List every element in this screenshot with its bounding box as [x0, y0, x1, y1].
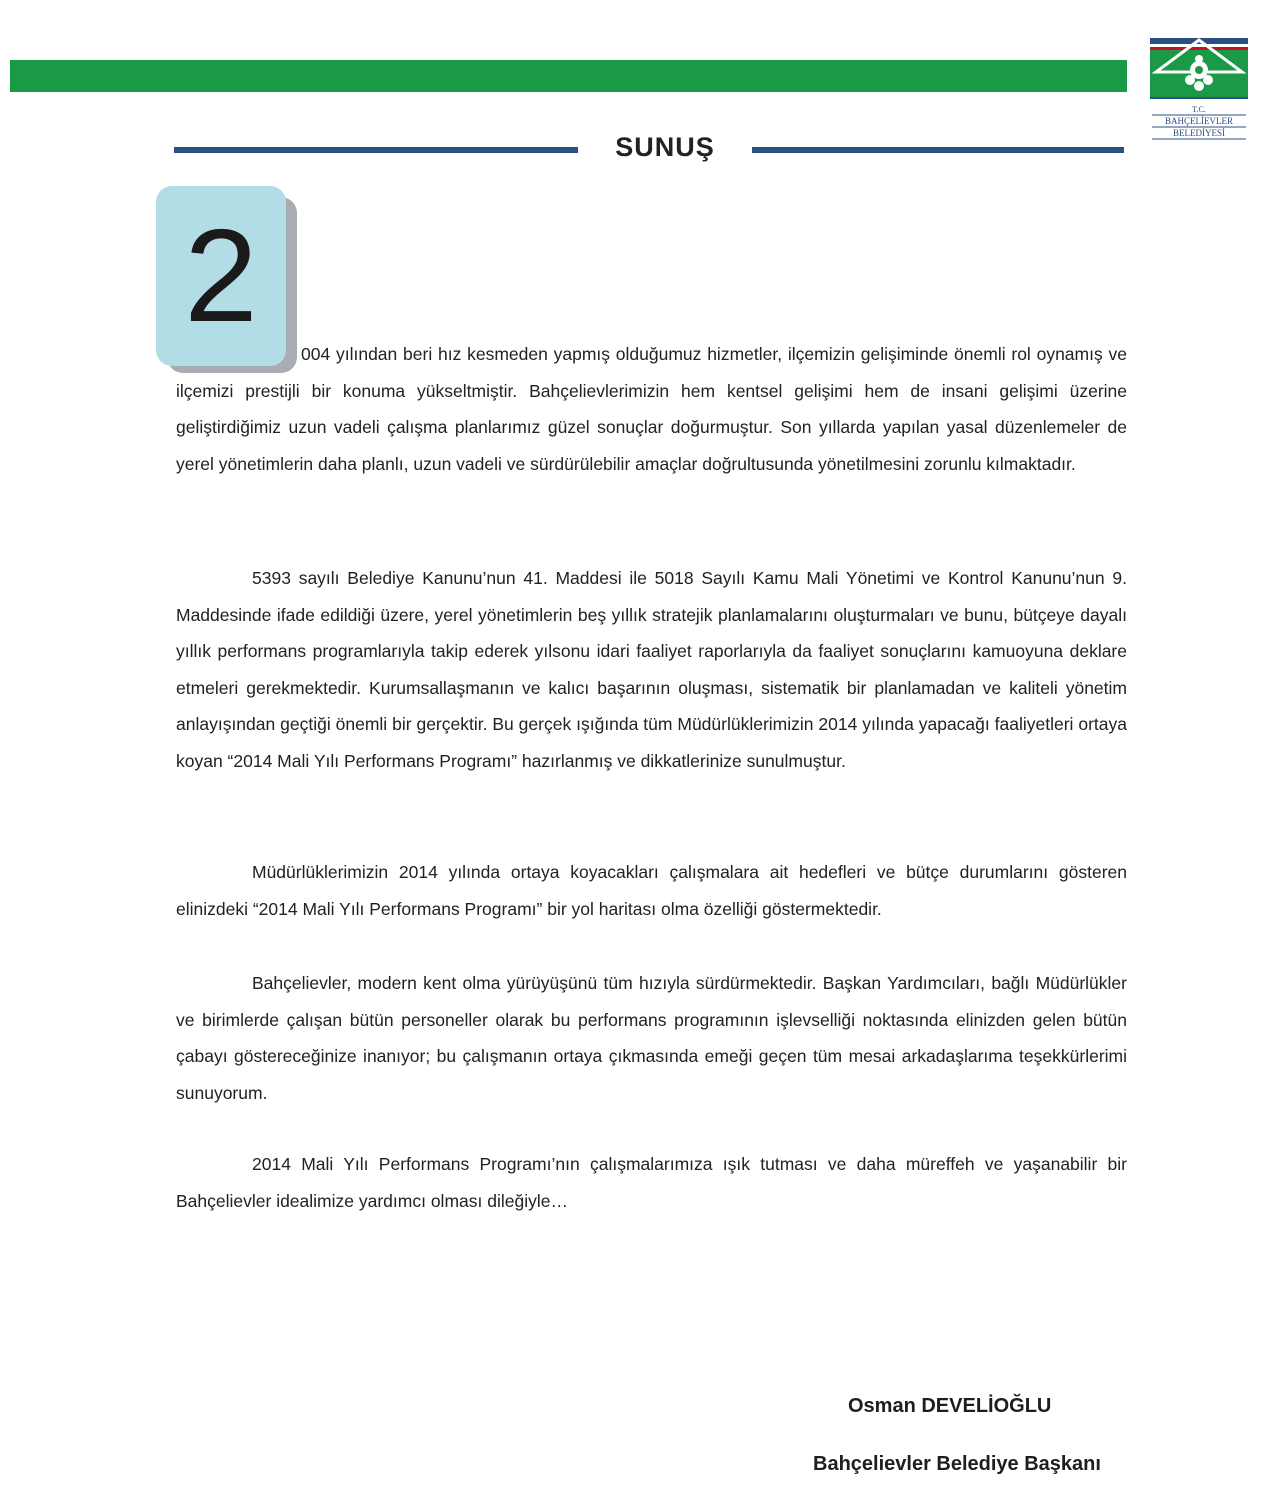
- title-rule-right: [752, 147, 1124, 153]
- paragraph-3: Müdürlüklerimizin 2014 yılında ortaya koyacakları çalışmalara ait hedefleri ve bütçe durumlarını gösteren elinizdeki “2014 Mali Yılı Performans Programı” bir yol haritası olma özelliği göstermektedir.: [176, 862, 1127, 919]
- signatory-title: Bahçelievler Belediye Başkanı: [813, 1453, 1101, 1475]
- logo-text-district: BAHÇELİEVLER: [1165, 116, 1233, 126]
- dropcap-letter: 2: [184, 202, 258, 349]
- paragraph-5: 2014 Mali Yılı Performans Programı’nın çalışmalarımıza ışık tutması ve daha müreffeh ve yaşanabilir bir Bahçelievler idealimize yardımcı olması dileğiyle…: [176, 1154, 1127, 1211]
- logo-text-belediye: BELEDİYESİ: [1173, 128, 1225, 138]
- paragraph-1: 004 yılından beri hız kesmeden yapmış olduğumuz hizmetler, ilçemizin gelişiminde önemli rol oynamış ve ilçemizi prestijli bir konuma yükseltmiştir. Bahçelievlerimizin hem kentsel gelişimi hem de insani gelişimi üzerine geliştirdiğimiz uzun vadeli çalışma planlarımız güzel sonuçlar doğurmuştur. Son yıllarda yapılan yasal düzenlemeler de yerel yönetimlerin daha planlı, uzun vadeli ve sürdürülebilir amaçlar doğrultusunda yönetilmesini zorunlu kılmaktadır.: [176, 344, 1127, 474]
- paragraph-4: Bahçelievler, modern kent olma yürüyüşünü tüm hızıyla sürdürmektedir. Başkan Yardımcıları, bağlı Müdürlükler ve birimlerde çalışan bütün personeller olarak bu performans programının işlevselliği noktasında elinizden gelen bütün çabayı göstereceğinize inanıyor; bu çalışmanın ortaya çıkmasında emeği geçen tüm mesai arkadaşlarıma teşekkürlerimi sunuyorum.: [176, 973, 1127, 1103]
- paragraph-2: 5393 sayılı Belediye Kanunu’nun 41. Maddesi ile 5018 Sayılı Kamu Mali Yönetimi ve Kontrol Kanunu’nun 9. Maddesinde ifade edildiği üzere, yerel yönetimlerin beş yıllık stratejik planlamalarını oluşturmaları ve bunu, bütçeye dayalı yıllık performans programlarıyla takip ederek yılsonu idari faaliyet raporlarıyla da faaliyet sonuçlarını kamuoyuna deklare etmeleri gerekmektedir. Kurumsallaşmanın ve kalıcı başarının oluşması, sistematik bir planlamadan ve kaliteli yönetim anlayışından geçtiği önemli bir gerçektir. Bu gerçek ışığında tüm Müdürlüklerimizin 2014 yılında yapacağı faaliyetleri ortaya koyan “2014 Mali Yılı Performans Programı” hazırlanmış ve dikkatlerinize sunulmuştur.: [176, 568, 1127, 771]
- signatory-name: Osman DEVELİOĞLU: [848, 1395, 1052, 1417]
- logo-text-tc: T.C.: [1192, 105, 1206, 114]
- municipality-logo: [1150, 38, 1248, 148]
- title-rule-left: [174, 147, 578, 153]
- header-green-bar: [10, 60, 1127, 92]
- page-title: SUNUŞ: [615, 132, 715, 162]
